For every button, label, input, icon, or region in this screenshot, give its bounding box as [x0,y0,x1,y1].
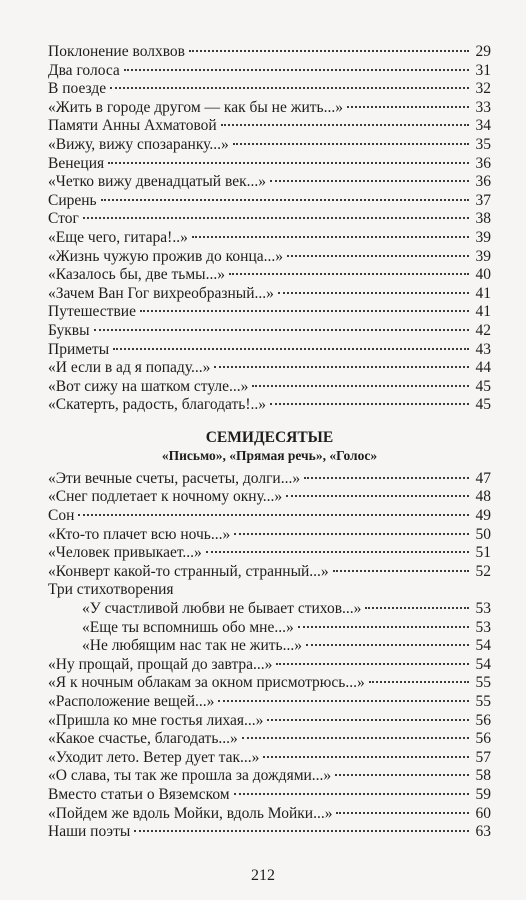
toc-entry-title: «Еще чего, гитара!..» [48,228,188,246]
toc-entry-title: Вместо статьи о Вяземском [48,785,230,803]
toc-entry [48,155,491,174]
toc-section-1 [48,43,491,415]
dot-leader [214,366,469,368]
dot-leader [306,644,469,646]
toc-entry [48,229,491,248]
toc-entry [48,341,491,360]
toc-entry-title: «Вижу, вижу спозаранку...» [48,135,229,153]
dot-leader [333,570,469,572]
dot-leader [335,774,469,776]
dot-leader [287,255,469,257]
toc-entry-title: «Скатерть, радость, благодать!..» [48,396,267,414]
dot-leader [113,348,469,350]
toc-entry [48,117,491,136]
toc-entry [48,600,491,619]
toc-entry-page: 47 [475,469,491,487]
toc-entry-title: «Кто-то плачет всю ночь...» [48,525,231,543]
toc-entry [48,210,491,229]
dot-leader [233,143,469,145]
toc-entry [48,786,491,805]
dot-leader [267,719,469,721]
dot-leader [124,69,469,71]
toc-entry [48,507,491,526]
dot-leader [140,310,469,312]
dot-leader [263,756,469,758]
toc-entry [48,303,491,322]
toc-entry-page: 45 [475,377,491,395]
dot-leader [234,533,469,535]
toc-entry [48,322,491,341]
toc-entry-title: Буквы [48,321,90,339]
toc-entry-page: 36 [475,173,491,191]
toc-entry-page: 63 [475,823,491,841]
toc-entry-page: 41 [475,303,491,321]
toc-entry [48,656,491,675]
toc-entry-page: 56 [475,711,491,729]
toc-entry-page: 32 [475,80,491,98]
toc-entry-title: «Расположение вещей...» [48,693,215,710]
toc-group-title-row [48,581,491,600]
toc-entry-page: 55 [475,693,491,710]
toc-entry-page: 54 [475,637,491,655]
toc-entry-page: 41 [475,284,491,302]
toc-entry-title: Приметы [48,340,110,358]
dot-leader [369,681,469,683]
toc-entry-page: 57 [475,748,491,766]
toc-entry-title: В поезде [48,80,107,98]
toc-entry-title: «Еще ты вспомнишь обо мне...» [82,618,294,636]
dot-leader [276,663,469,665]
dot-leader [229,273,469,275]
toc-entry-page: 36 [475,154,491,172]
toc-entry-title: «Уходит лето. Ветер дует так...» [48,748,260,766]
dot-leader [286,495,469,497]
dot-leader [110,87,469,89]
toc-entry [48,248,491,267]
dot-leader [242,737,469,739]
toc-entry-page: 35 [475,135,491,153]
toc-entry [48,805,491,824]
dot-leader [270,180,469,182]
dot-leader [108,162,469,164]
toc-entry [48,544,491,563]
section-heading: СЕМИДЕСЯТЫЕ [205,428,334,446]
toc-entry-page: 49 [475,507,491,525]
toc-entry-title: Путешествие [48,303,136,321]
toc-entry-title: «Не любящим нас так не жить...» [82,637,303,655]
page-number: 212 [251,867,275,884]
toc-entry-title: «Человек привыкает...» [48,544,202,562]
toc-entry-title: «Казалось бы, две тьмы...» [48,266,225,284]
toc-entry-title: «Какое счастье, благодать...» [48,730,238,748]
toc-entry-page: 40 [475,266,491,284]
toc-entry-page: 33 [475,98,491,116]
toc-entry-title: «И если в ад я попаду...» [48,359,211,377]
toc-entry-title: «Эти вечные счеты, расчеты, долги...» [48,469,301,487]
toc-entry-title: «Зачем Ван Гог вихреобразный...» [48,284,274,302]
toc-entry-page: 42 [475,321,491,339]
toc-entry-title: «Пойдем же вдоль Мойки, вдоль Мойки...» [48,804,333,822]
toc-entry-page: 38 [475,210,491,228]
toc-entry-title: Наши поэты [48,823,131,841]
dot-leader [189,50,469,52]
dot-leader [83,217,469,219]
toc-entry-title: «Жизнь чужую прожив до конца...» [48,247,284,265]
dot-leader [365,607,469,609]
toc-entry [48,378,491,397]
toc-entry-page: 55 [475,674,491,692]
toc-entry-page: 37 [475,191,491,209]
toc-entry [48,43,491,62]
toc-entry-title: «Снег подлетает к ночному окну...» [48,488,283,506]
toc-entry-page: 39 [475,228,491,246]
toc-entry-page: 45 [475,396,491,414]
toc-entry [48,712,491,731]
toc-entry [48,99,491,118]
toc-entry [48,192,491,211]
toc-entry-title: «Вот сижу на шатком стуле...» [48,377,249,395]
toc-entry-page: 60 [475,804,491,822]
toc-entry-page: 50 [475,525,491,543]
toc-entry [48,62,491,81]
section-subheading: «Письмо», «Прямая речь», «Голос» [161,447,378,463]
toc-entry-title: «Конверт какой-то странный, странный...» [48,562,329,580]
dot-leader [221,124,469,126]
toc-entry-page: 53 [475,600,491,618]
dot-leader [206,551,469,553]
toc-entry [48,396,491,415]
toc-section-2 [48,470,491,582]
dot-leader [304,477,469,479]
toc-entry [48,173,491,192]
toc-section-3 [48,656,491,842]
toc-entry-title: «Четко вижу двенадцатый век...» [48,173,266,191]
toc-entry-page: 58 [475,767,491,785]
toc-entry-title: «Пришла ко мне гостья лихая...» [48,711,264,729]
dot-leader [336,812,469,814]
toc-entry-page: 54 [475,655,491,673]
toc-entry [48,730,491,749]
toc-entry-page: 31 [475,61,491,79]
toc-entry-page: 29 [475,43,491,60]
toc-entry-page: 51 [475,544,491,562]
toc-entry-title: «Ну прощай, прощай до завтра...» [48,655,273,673]
toc-entry-page: 44 [475,359,491,377]
toc-entry-page: 56 [475,730,491,748]
toc-entry-page: 48 [475,488,491,506]
toc-entry [48,637,491,656]
toc-entry [48,80,491,99]
dot-leader [278,292,469,294]
toc-entry [48,693,491,712]
dot-leader [298,626,469,628]
toc-entry-title: Сирень [48,191,97,209]
toc-entry [48,767,491,786]
dot-leader [252,385,469,387]
dot-leader [270,403,469,405]
toc-entry [48,823,491,842]
toc-entry-title: Сон [48,507,75,525]
toc-group-title: Три стихотворения [48,581,174,599]
toc-entry [48,266,491,285]
toc-entry [48,674,491,693]
toc-entry-title: Памяти Анны Ахматовой [48,117,217,135]
toc-entry [48,285,491,304]
toc-entry-title: «Я к ночным облакам за окном присмотрюсь...» [48,674,365,692]
dot-leader [78,514,469,516]
toc-entry [48,470,491,489]
toc-entry [48,749,491,768]
toc-entry-title: Венеция [48,154,105,172]
dot-leader [234,793,469,795]
toc-entry-page: 34 [475,117,491,135]
toc-entry-title: Два голоса [48,61,120,79]
toc-entry-page: 59 [475,785,491,803]
toc-entry [48,136,491,155]
toc-entry [48,563,491,582]
toc-entry [48,359,491,378]
dot-leader [134,830,469,832]
toc-entry-title: Стог [48,210,79,228]
toc-entry [48,619,491,638]
dot-leader [192,236,469,238]
dot-leader [347,106,469,108]
toc-entry-page: 52 [475,562,491,580]
table-of-contents [48,43,491,842]
toc-entry-page: 53 [475,618,491,636]
toc-entry-title: «Жить в городе другом — как бы не жить...» [48,98,343,116]
toc-group-items [48,600,491,656]
toc-entry-title: «О слава, ты так же прошла за дождями...» [48,767,332,785]
toc-entry-page: 39 [475,247,491,265]
dot-leader [218,700,469,702]
toc-entry-page: 43 [475,340,491,358]
toc-entry [48,488,491,507]
dot-leader [94,329,469,331]
toc-entry-title: Поклонение волхвов [48,43,186,60]
dot-leader [101,199,469,201]
toc-entry-title: «У счастливой любви не бывает стихов...» [82,600,362,618]
toc-entry [48,526,491,545]
